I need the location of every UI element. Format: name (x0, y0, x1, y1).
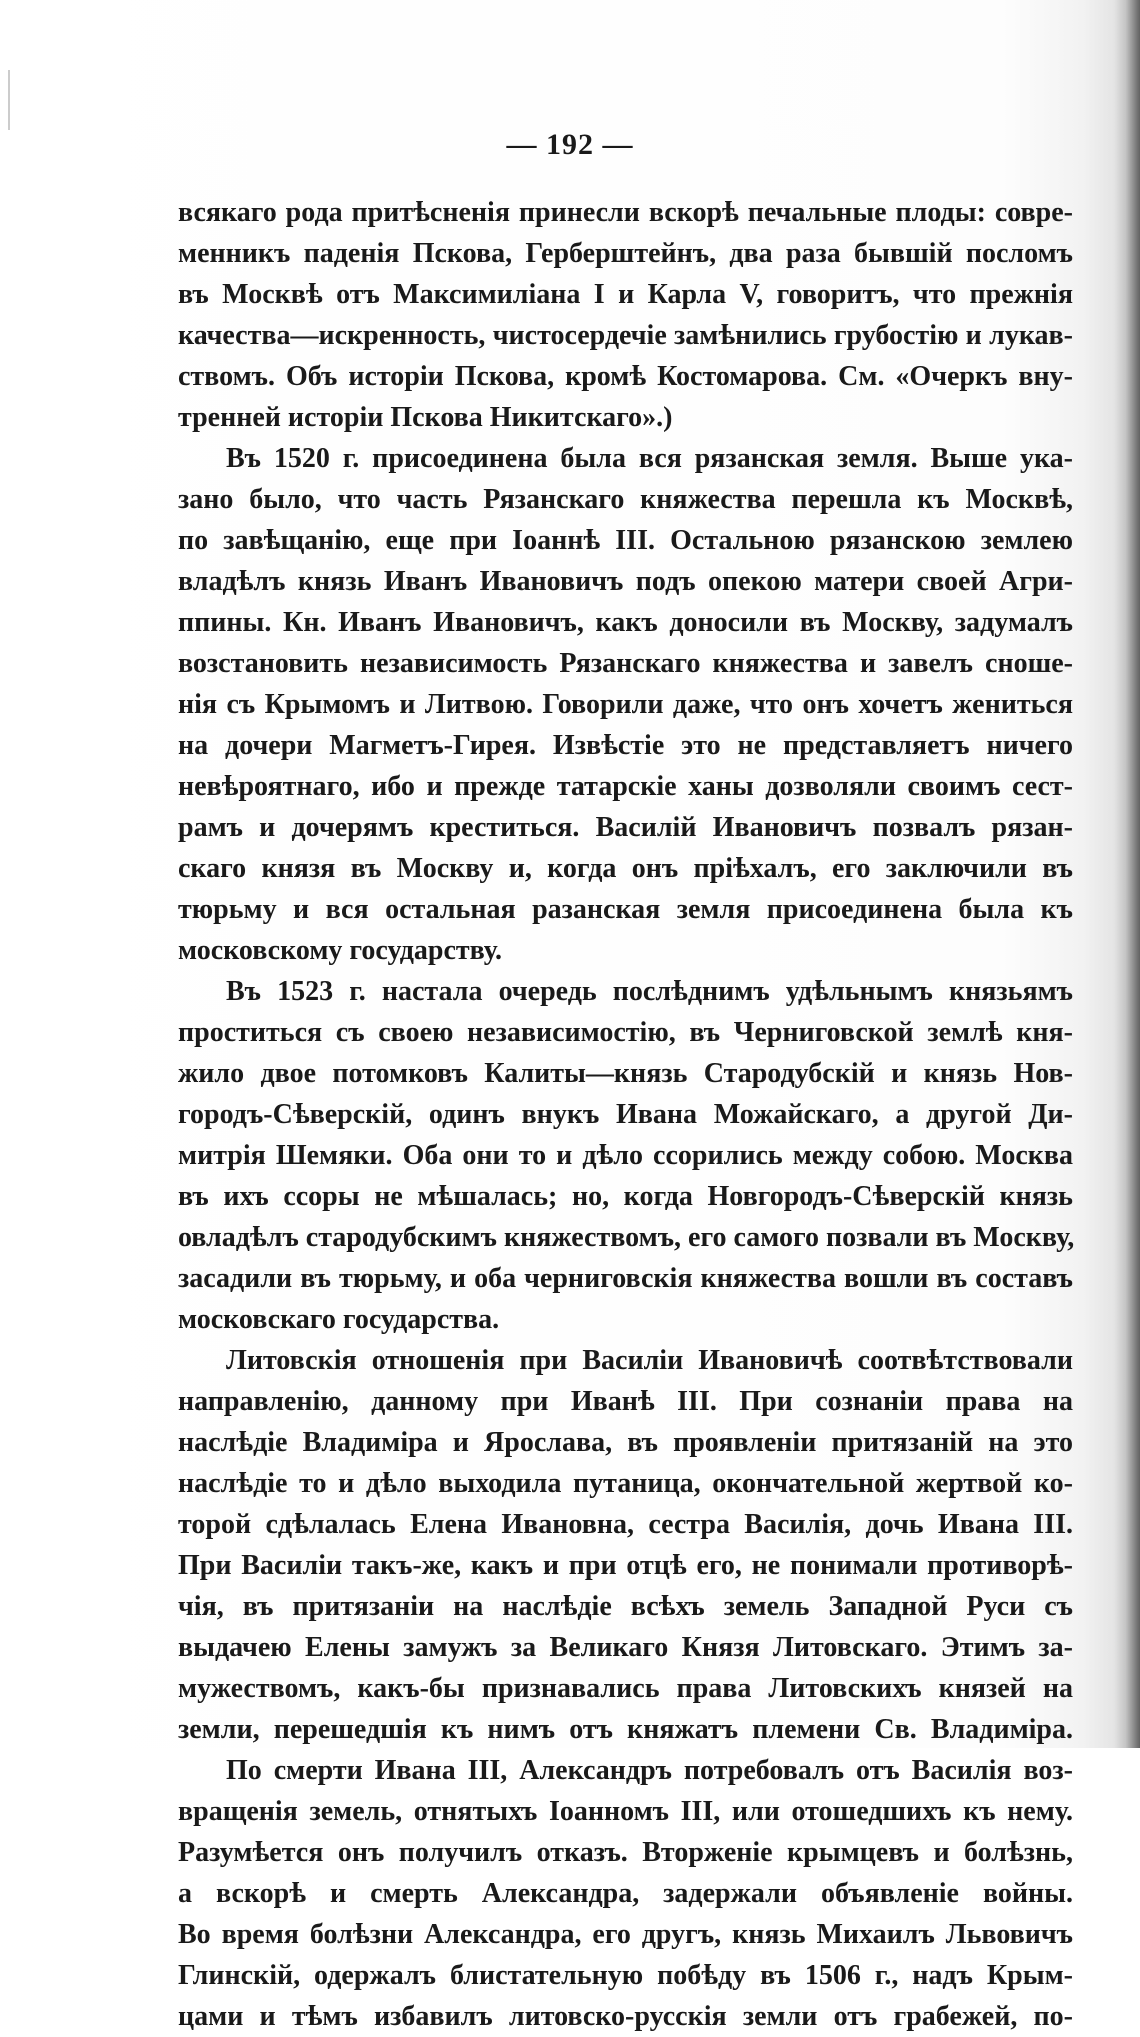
text-line: московскому государству. (178, 935, 502, 966)
text-line: качества—искренность, чистосердечіе замѣнились грубостію и лукав- (178, 320, 1073, 351)
text-line: возстановить независимость Рязанскаго княжества и завелъ сноше- (178, 648, 1073, 679)
text-line: рамъ и дочерямъ креститься. Василій Ивановичъ позвалъ рязан- (178, 812, 1073, 843)
text-line: торой сдѣлалась Елена Ивановна, сестра Василія, дочь Ивана III. (178, 1509, 1073, 1540)
text-line: всякаго рода притѣсненія принесли вскорѣ печальные плоды: совре- (178, 197, 1073, 228)
paragraph-start-line: Литовскія отношенія при Василіи Ивановичѣ соотвѣтствовали (226, 1345, 1073, 1376)
text-line: ствомъ. Объ исторіи Пскова, кромѣ Костомарова. См. «Очеркъ вну- (178, 361, 1073, 392)
text-line: мужествомъ, какъ-бы признавались права Литовскихъ князей на (178, 1673, 1073, 1704)
text-line: менникъ паденія Пскова, Герберштейнъ, два раза бывшій посломъ (178, 238, 1073, 269)
text-line: чія, въ притязаніи на наслѣдіе всѣхъ земель Западной Руси съ (178, 1591, 1073, 1622)
text-line: въ ихъ ссоры не мѣшалась; но, когда Новгородъ-Сѣверскій князь (178, 1181, 1073, 1212)
text-line: вращенія земель, отнятыхъ Іоанномъ III, или отошедшихъ къ нему. (178, 1796, 1073, 1827)
scan-margin-mark (8, 70, 10, 130)
paragraph-start-line: По смерти Ивана III, Александръ потребовалъ отъ Василія воз- (226, 1755, 1073, 1786)
text-line: въ Москвѣ отъ Максимиліана I и Карла V, говоритъ, что прежнія (178, 279, 1073, 310)
text-line: тренней исторіи Пскова Никитскаго».) (178, 402, 673, 433)
text-line: выдачею Елены замужъ за Великаго Князя Литовскаго. Этимъ за- (178, 1632, 1073, 1663)
text-line: скаго князя въ Москву и, когда онъ пріѣхалъ, его заключили въ (178, 853, 1073, 884)
text-line: невѣроятнаго, ибо и прежде татарскіе ханы дозволяли своимъ сест- (178, 771, 1073, 802)
text-line: городъ-Сѣверскій, одинъ внукъ Ивана Можайскаго, а другой Ди- (178, 1099, 1073, 1130)
text-line: наслѣдіе Владиміра и Ярослава, въ проявленіи притязаній на это (178, 1427, 1073, 1458)
text-line: зано было, что часть Рязанскаго княжества перешла къ Москвѣ, (178, 484, 1073, 515)
text-line: цами и тѣмъ избавилъ литовско-русскія земли отъ грабежей, по- (178, 2001, 1073, 2032)
text-line: а вскорѣ и смерть Александра, задержали объявленіе войны. (178, 1878, 1073, 1909)
text-line: владѣлъ князь Иванъ Ивановичъ подъ опекою матери своей Агри- (178, 566, 1073, 597)
text-line: ппины. Кн. Иванъ Ивановичъ, какъ доносили въ Москву, задумалъ (178, 607, 1073, 638)
text-line: проститься съ своею независимостію, въ Черниговской землѣ кня- (178, 1017, 1073, 1048)
text-line: При Василіи такъ-же, какъ и при отцѣ его, не понимали противорѣ- (178, 1550, 1073, 1581)
text-line: овладѣлъ стародубскимъ княжествомъ, его самого позвали въ Москву, (178, 1222, 1075, 1253)
paragraph-start-line: Въ 1520 г. присоединена была вся рязанская земля. Выше ука- (226, 443, 1073, 474)
text-line: Глинскій, одержалъ блистательную побѣду въ 1506 г., надъ Крым- (178, 1960, 1073, 1991)
text-line: земли, перешедшія къ нимъ отъ княжатъ племени Св. Владиміра. (178, 1714, 1073, 1745)
text-line: засадили въ тюрьму, и оба черниговскія княжества вошли въ составъ (178, 1263, 1073, 1294)
body-text (178, 192, 1073, 2037)
text-line: нія съ Крымомъ и Литвою. Говорили даже, что онъ хочетъ жениться (178, 689, 1073, 720)
text-line: жило двое потомковъ Калиты—князь Стародубскій и князь Нов- (178, 1058, 1073, 1089)
text-line: по завѣщанію, еще при Іоаннѣ III. Остальною рязанскою землею (178, 525, 1073, 556)
text-line: тюрьму и вся остальная разанская земля присоединена была къ (178, 894, 1073, 925)
text-line: московскаго государства. (178, 1304, 500, 1335)
page-number: — 192 — (506, 128, 634, 161)
text-line: направленію, данному при Иванѣ III. При сознаніи права на (178, 1386, 1073, 1417)
text-line: Разумѣется онъ получилъ отказъ. Вторженіе крымцевъ и болѣзнь, (178, 1837, 1073, 1868)
text-line: наслѣдіе то и дѣло выходила путаница, окончательной жертвой ко- (178, 1468, 1073, 1499)
text-line: на дочери Магметъ-Гирея. Извѣстіе это не представляетъ ничего (178, 730, 1073, 761)
text-line: Во время болѣзни Александра, его другъ, князь Михаилъ Львовичъ (178, 1919, 1073, 1950)
paragraph-start-line: Въ 1523 г. настала очередь послѣднимъ удѣльнымъ князьямъ (226, 976, 1073, 1007)
book-spine-shadow (1114, 0, 1140, 1748)
text-line: митрія Шемяки. Оба они то и дѣло ссорились между собою. Москва (178, 1140, 1073, 1171)
